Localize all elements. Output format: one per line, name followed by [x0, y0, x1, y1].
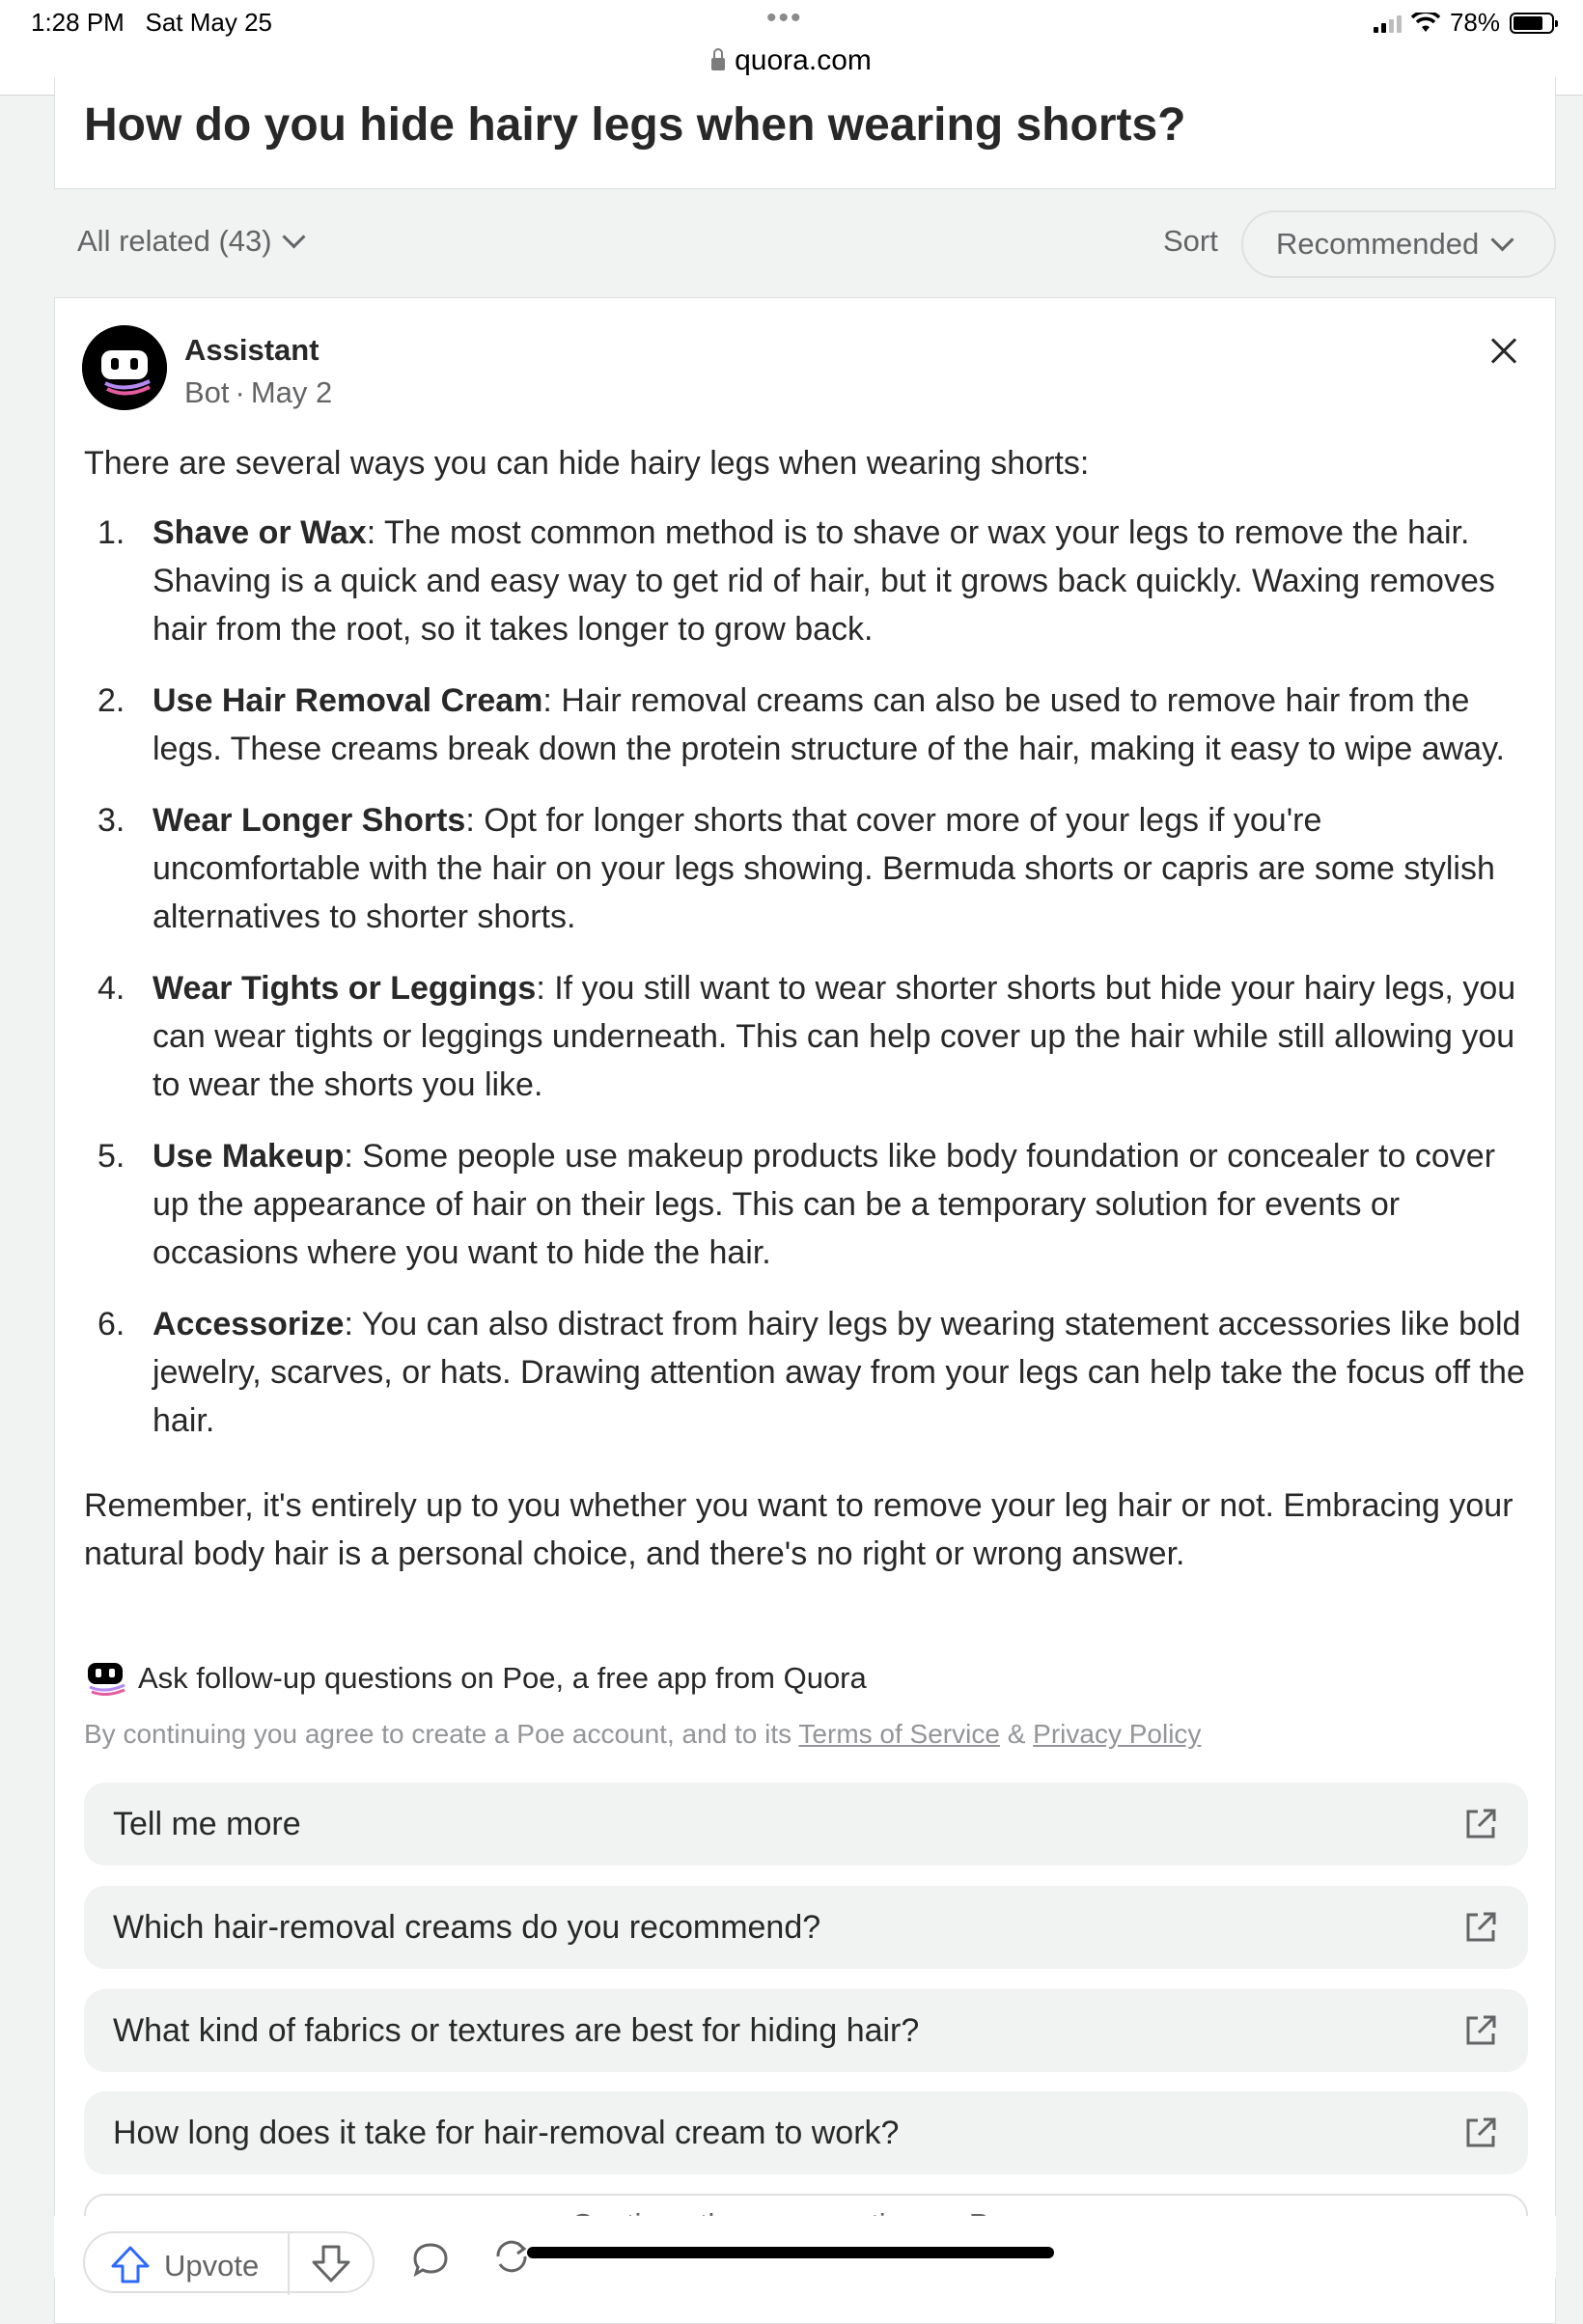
chevron-down-icon [1491, 228, 1514, 251]
suggestion-label: Which hair-removal creams do you recommend? [113, 1908, 821, 1946]
all-related-dropdown[interactable] [77, 224, 302, 259]
poe-prompt-text: Ask follow-up questions on Poe, a free app from Quora [138, 1661, 867, 1695]
privacy-policy-link[interactable]: Privacy Policy [1033, 1719, 1202, 1749]
terms-amp: & [1007, 1719, 1026, 1749]
list-item-title: Wear Longer Shorts [153, 802, 466, 839]
answer-list-item [84, 677, 1532, 773]
list-item-number: 1. [97, 514, 125, 551]
upvote-label[interactable]: Upvote [164, 2249, 260, 2282]
address-bar[interactable] [0, 44, 1583, 77]
vote-group [83, 2231, 375, 2293]
answer-card [54, 297, 1556, 2324]
answer-list-item [84, 509, 1532, 653]
list-item-title: Use Makeup [153, 1138, 345, 1175]
list-item-number: 6. [97, 1306, 125, 1342]
poe-terms [84, 1719, 1201, 1750]
answer-body [84, 439, 1532, 1578]
list-item-text: : Hair removal creams can also be used to remove hair from the legs. These creams break down the protein structure of the hair, making it easy to wipe away. [153, 682, 1506, 767]
home-indicator[interactable] [527, 2247, 1054, 2258]
list-item-title: Accessorize [153, 1306, 345, 1342]
list-item-number: 3. [97, 802, 125, 839]
all-related-label: All related (43) [77, 224, 272, 258]
suggestion-button[interactable] [84, 1783, 1528, 1866]
author-meta: Bot · May 2 [184, 375, 333, 409]
list-item-text: : The most common method is to shave or wax your legs to remove the hair. Shaving is a quick and easy way to get rid of hair, but it grows back quickly. Waxing removes hair from the root, so it takes longer to grow back. [153, 514, 1495, 648]
answer-list-item [84, 1300, 1532, 1445]
list-item-number: 4. [97, 970, 125, 1007]
vote-divider [288, 2233, 290, 2295]
author-name[interactable]: Assistant [184, 333, 319, 367]
url-text: quora.com [735, 44, 872, 76]
suggestion-label: How long does it take for hair-removal cream to work? [113, 2114, 900, 2151]
suggestion-label: What kind of fabrics or textures are best for hiding hair? [113, 2011, 920, 2049]
list-item-title: Wear Tights or Leggings [153, 970, 537, 1007]
date-text: Sat May 25 [145, 8, 273, 37]
status-indicators [1374, 8, 1554, 38]
comment-icon[interactable] [411, 2241, 450, 2280]
poe-icon [84, 1661, 128, 1696]
question-card [54, 77, 1556, 189]
list-item-title: Use Hair Removal Cream [153, 682, 543, 719]
sort-value: Recommended [1276, 227, 1480, 261]
lock-icon [711, 58, 725, 70]
downvote-arrow-icon[interactable] [311, 2245, 351, 2283]
time-text: 1:28 PM [31, 8, 125, 37]
answer-list-item [84, 964, 1532, 1109]
answer-list [84, 509, 1532, 1445]
list-item-number: 2. [97, 682, 125, 719]
bot-avatar[interactable] [82, 325, 167, 410]
list-item-number: 5. [97, 1138, 125, 1175]
chevron-down-icon [282, 225, 305, 248]
author-role: Bot [184, 375, 230, 409]
answer-list-item [84, 1132, 1532, 1277]
answer-list-item [84, 796, 1532, 941]
list-item-text: : If you still want to wear shorter shorts but hide your hairy legs, you can wear tights or leggings underneath. This can help cover up the hair while still allowing you to wear the shorts you like. [153, 970, 1516, 1103]
list-item-text: : Opt for longer shorts that cover more of your legs if you're uncomfortable with the hair on your legs showing. Bermuda shorts or capris are some stylish alternatives to shorter shorts. [153, 802, 1495, 935]
answer-intro: There are several ways you can hide hairy legs when wearing shorts: [84, 445, 1090, 482]
suggestion-button[interactable] [84, 1989, 1528, 2072]
battery-icon [1510, 13, 1554, 34]
terms-of-service-link[interactable]: Terms of Service [798, 1719, 1000, 1749]
battery-fill [1514, 16, 1542, 30]
list-item-text: : Some people use makeup products like body foundation or concealer to cover up the appearance of hair on their legs. This can be a temporary solution for events or occasions where you want to hide the hair. [153, 1138, 1496, 1271]
status-time [31, 8, 272, 38]
cellular-signal-icon [1374, 14, 1402, 33]
suggestion-label: Tell me more [113, 1805, 301, 1842]
sort-dropdown[interactable] [1241, 210, 1556, 278]
external-link-icon [1464, 1911, 1497, 1944]
upvote-arrow-icon[interactable] [110, 2245, 151, 2283]
question-title[interactable]: How do you hide hairy legs when wearing shorts? [84, 99, 1186, 151]
terms-prefix: By continuing you agree to create a Poe account, and to its [84, 1719, 792, 1749]
sort-label: Sort [1163, 224, 1218, 258]
share-icon[interactable] [490, 2235, 533, 2278]
wifi-icon [1411, 13, 1440, 34]
answer-date[interactable]: May 2 [250, 375, 333, 409]
external-link-icon [1464, 2014, 1497, 2047]
external-link-icon [1464, 1808, 1497, 1840]
external-link-icon [1464, 2116, 1497, 2149]
poe-prompt-row [84, 1661, 867, 1696]
suggestion-button[interactable] [84, 2091, 1528, 2174]
more-dots-icon[interactable]: ••• [766, 2, 803, 34]
suggestion-button[interactable] [84, 1886, 1528, 1969]
list-item-text: : You can also distract from hairy legs by wearing statement accessories like bold jewelry, scarves, or hats. Drawing attention away from your legs can help take the focus off the hair. [153, 1306, 1525, 1439]
list-item-title: Shave or Wax [153, 514, 367, 551]
answer-outro: Remember, it's entirely up to you whether you want to remove your leg hair or not. Embracing your natural body hair is a personal choice, and there's no right or wrong answer. [84, 1487, 1514, 1572]
battery-percent: 78% [1449, 8, 1500, 37]
close-icon[interactable] [1480, 327, 1528, 375]
